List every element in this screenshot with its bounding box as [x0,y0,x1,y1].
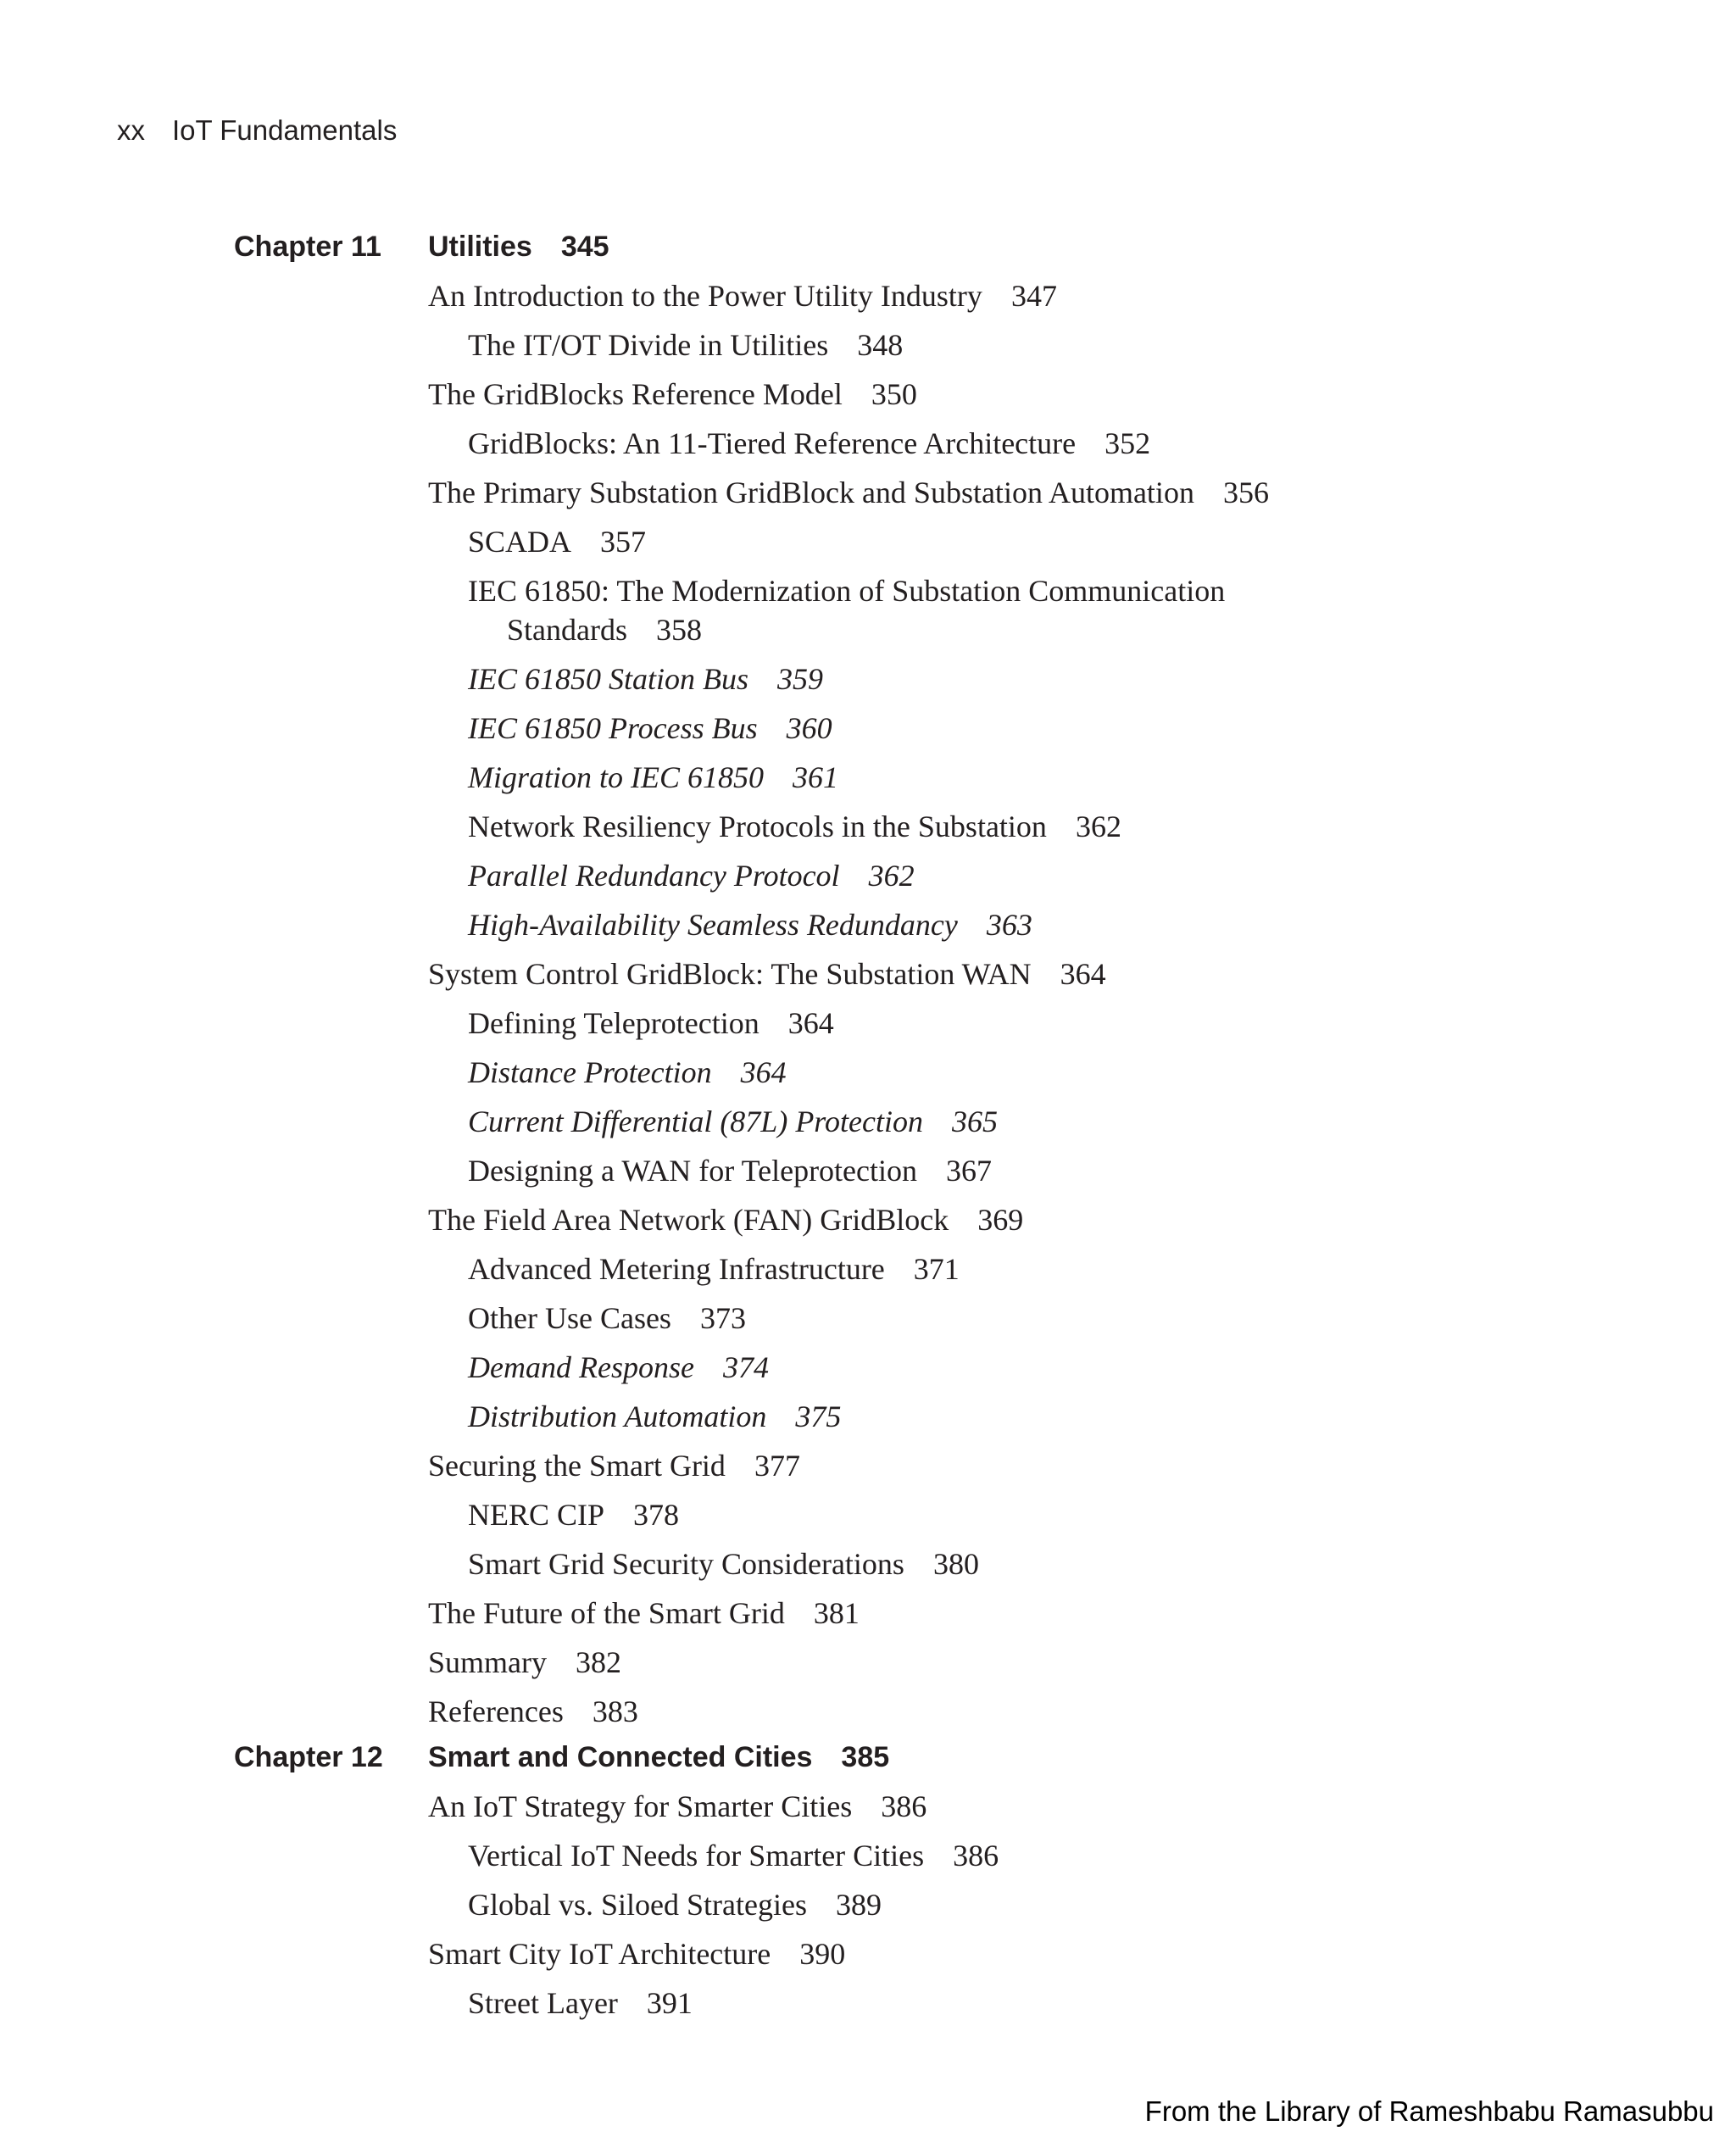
entry-page-number: 360 [786,711,832,745]
entry-title: Smart City IoT Architecture [428,1937,771,1971]
chapter-12-section [0,1733,1736,2028]
entry-page-number: 365 [951,1105,998,1138]
toc-entry [0,802,1736,851]
entry-title: Vertical IoT Needs for Smarter Cities [468,1839,925,1873]
entry-title: The Future of the Smart Grid [428,1596,785,1630]
entry-page-number: 364 [740,1055,787,1089]
toc-entry [0,949,1736,999]
entry-page-number: 347 [1010,279,1057,313]
entry-page-number: 386 [881,1789,927,1823]
entry-page-number: 359 [777,662,823,696]
chapter-label: Chapter 12 [234,1741,383,1773]
entry-page-number: 383 [592,1694,638,1728]
toc-entry [0,1978,1736,2028]
chapter-title [428,222,609,271]
entry-page-number: 363 [986,908,1032,942]
entry-page-number: 371 [913,1252,960,1286]
entry-page-number: 381 [813,1596,860,1630]
toc-entry [0,1638,1736,1687]
entry-title-continued-text: Standards [507,613,627,647]
toc-entry [0,1539,1736,1589]
entry-title: The IT/OT Divide in Utilities [468,328,829,362]
library-footer: From the Library of Rameshbabu Ramasubbu [1144,2095,1714,2127]
toc-entry [0,1589,1736,1638]
entry-title: Smart Grid Security Considerations [468,1547,904,1581]
entry-title: Current Differential (87L) Protection [468,1105,923,1138]
book-title: IoT Fundamentals [172,114,398,146]
entry-title: GridBlocks: An 11-Tiered Reference Architecture [468,426,1077,460]
toc-entry [0,1929,1736,1978]
toc-entry [0,468,1736,517]
toc-entries [0,271,1736,1736]
entry-title: Migration to IEC 61850 [468,760,764,794]
entry-title: Other Use Cases [468,1301,671,1335]
entry-title-continued [468,610,1265,649]
entry-page-number: 382 [576,1645,621,1679]
toc-entry [0,1392,1736,1441]
entry-page-number: 386 [953,1839,999,1873]
page-folio: xx [117,114,145,146]
entry-title: Street Layer [468,1986,618,2020]
entry-title: The Primary Substation GridBlock and Substation Automation [428,476,1194,509]
toc-entry [0,1687,1736,1736]
entry-title: High-Availability Seamless Redundancy [468,908,958,942]
chapter-11-section [0,222,1736,1736]
entry-title: Distribution Automation [468,1400,767,1433]
chapter-heading [0,1733,1736,1782]
toc-entry [0,1782,1736,1831]
entry-title: System Control GridBlock: The Substation WAN [428,957,1032,991]
entry-title: Demand Response [468,1350,694,1384]
entry-page-number: 364 [787,1006,834,1040]
entry-page-number: 356 [1222,476,1269,509]
entry-page-number: 350 [871,377,917,411]
toc-entry [0,1048,1736,1097]
entry-title: The Field Area Network (FAN) GridBlock [428,1203,949,1237]
toc-entry [0,1146,1736,1195]
toc-entry [0,900,1736,949]
entry-page-number: 375 [795,1400,842,1433]
entry-title: SCADA [468,525,572,559]
entry-title: IEC 61850 Station Bus [468,662,748,696]
entry-page-number: 374 [722,1350,769,1384]
chapter-title-text: Smart and Connected Cities [428,1741,813,1773]
entry-page-number: 389 [835,1888,882,1922]
entry-page-number: 377 [754,1449,800,1483]
entry-title: NERC CIP [468,1498,605,1532]
toc-entries [0,1782,1736,2028]
toc-entry [0,566,1265,654]
entry-title: IEC 61850: The Modernization of Substation Communication [468,574,1226,608]
toc-entry [0,271,1736,320]
entry-title: An IoT Strategy for Smarter Cities [428,1789,853,1823]
entry-page-number: 362 [868,859,915,893]
toc-entry [0,654,1736,704]
toc-entry [0,370,1736,419]
entry-page-number: 358 [655,613,702,647]
entry-page-number: 361 [793,760,838,794]
toc-entry [0,1880,1736,1929]
running-head [117,114,397,147]
entry-page-number: 367 [946,1154,993,1188]
toc-entry [0,1195,1736,1244]
toc-entry [0,1441,1736,1490]
entry-title: The GridBlocks Reference Model [428,377,843,411]
chapter-heading [0,222,1736,271]
entry-page-number: 369 [977,1203,1024,1237]
entry-title: Distance Protection [468,1055,712,1089]
entry-title: An Introduction to the Power Utility Industry [428,279,982,313]
chapter-title [428,1733,889,1782]
toc-entry [0,1244,1736,1294]
entry-title: Global vs. Siloed Strategies [468,1888,807,1922]
toc-entry [0,320,1736,370]
chapter-title-text: Utilities [428,231,532,263]
entry-page-number: 364 [1060,957,1106,991]
entry-page-number: 380 [932,1547,979,1581]
entry-title: References [428,1694,564,1728]
entry-page-number: 362 [1075,810,1121,843]
entry-title: Parallel Redundancy Protocol [468,859,840,893]
entry-title: Summary [428,1645,547,1679]
chapter-page: 345 [560,231,609,263]
toc-entry [0,999,1736,1048]
entry-page-number: 391 [646,1986,693,2020]
entry-page-number: 348 [857,328,904,362]
entry-title: Designing a WAN for Teleprotection [468,1154,918,1188]
entry-title: IEC 61850 Process Bus [468,711,758,745]
entry-title: Securing the Smart Grid [428,1449,726,1483]
entry-title: Network Resiliency Protocols in the Substation [468,810,1047,843]
entry-title: Advanced Metering Infrastructure [468,1252,885,1286]
toc-entry [0,419,1736,468]
toc-entry [0,1294,1736,1343]
toc-entry [0,1490,1736,1539]
entry-page-number: 352 [1104,426,1151,460]
toc-entry [0,1831,1736,1880]
toc-entry [0,704,1736,753]
toc-entry [0,1097,1736,1146]
entry-page-number: 357 [600,525,647,559]
toc-entry [0,517,1736,566]
toc-entry [0,753,1736,802]
toc-entry [0,1343,1736,1392]
entry-title: Defining Teleprotection [468,1006,760,1040]
chapter-label: Chapter 11 [234,231,381,263]
entry-page-number: 378 [633,1498,680,1532]
entry-page-number: 373 [699,1301,746,1335]
toc-entry [0,851,1736,900]
chapter-page: 385 [841,1741,890,1773]
entry-page-number: 390 [799,1937,846,1971]
